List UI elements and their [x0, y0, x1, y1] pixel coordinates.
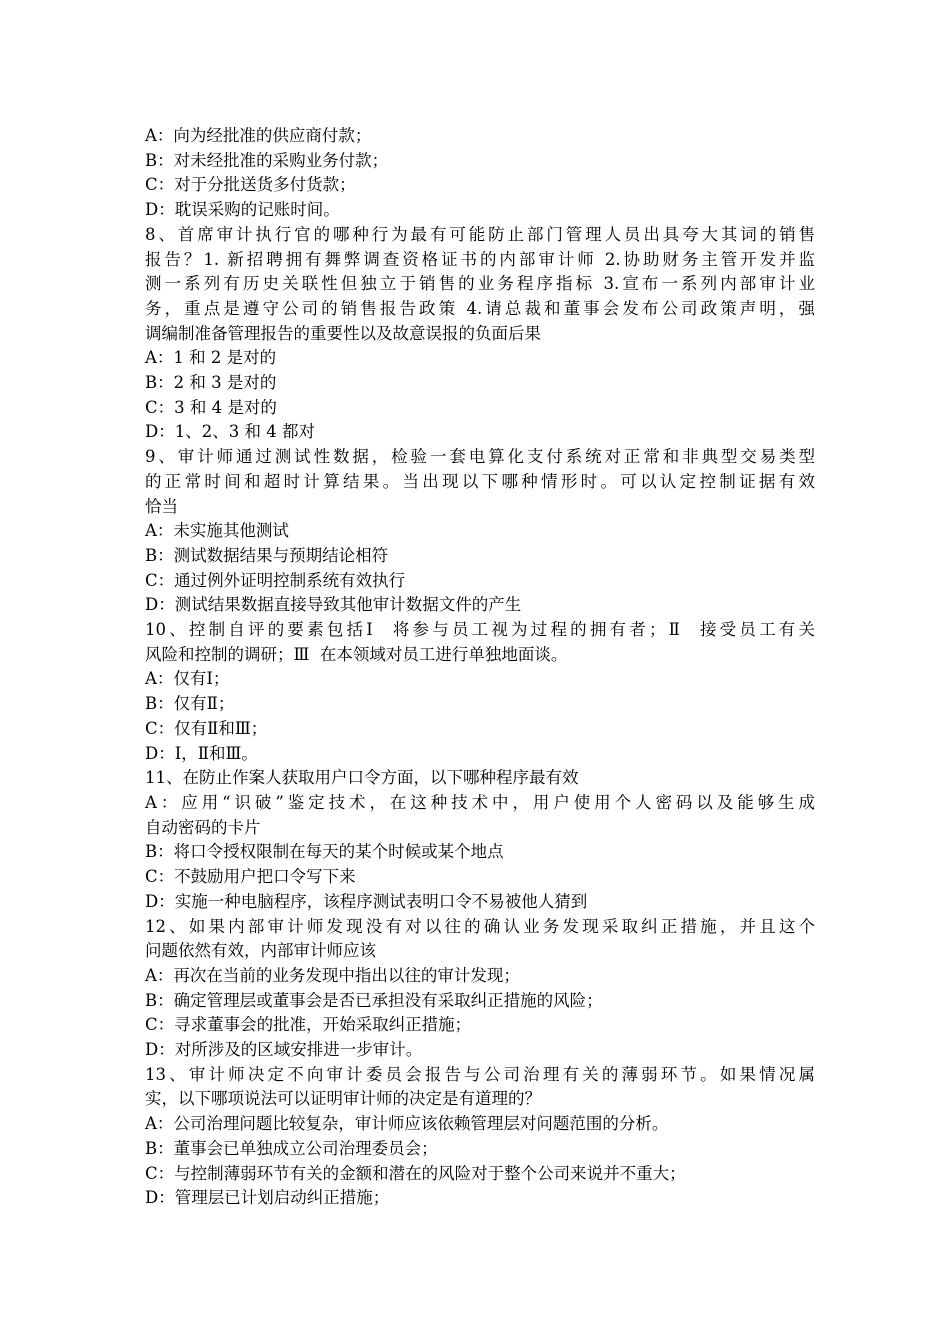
- q8-option-d: D：1、2、3 和 4 都对: [145, 422, 315, 442]
- q7-option-c: C：对于分批送货多付货款；: [145, 175, 356, 195]
- q7-option-b: B：对未经批准的采购业务付款；: [145, 150, 389, 170]
- q11-option-b: B：将口令授权限制在每天的某个时候或某个地点: [145, 842, 504, 862]
- q13-option-d: D：管理层已计划启动纠正措施；: [145, 1188, 390, 1208]
- q11-option-d: D：实施一种电脑程序，该程序测试表明口令不易被他人猜到: [145, 891, 588, 911]
- q13-stem-line: 13、审计师决定不向审计委员会报告与公司治理有关的薄弱环节。如果情况属: [145, 1064, 815, 1084]
- q12-stem-line: 问题依然有效，内部审计师应该: [145, 941, 376, 961]
- q8-stem-line: 报告？1. 新招聘拥有舞弊调查资格证书的内部审计师 2.协助财务主管开发并监: [145, 249, 815, 269]
- q11-option-c: C：不鼓励用户把口令写下来: [145, 867, 356, 887]
- question-11: [145, 766, 815, 914]
- q13-stem-line: 实，以下哪项说法可以证明审计师的决定是有道理的？: [145, 1089, 541, 1109]
- q9-option-c: C：通过例外证明控制系统有效执行: [145, 570, 406, 590]
- question-12: [145, 915, 815, 1063]
- q13-option-a: A：公司治理问题比较复杂，审计师应该依赖管理层对问题范围的分析。: [145, 1114, 669, 1134]
- q9-option-a: A：未实施其他测试: [145, 521, 289, 541]
- q12-option-b: B：确定管理层或董事会是否已承担没有采取纠正措施的风险；: [145, 990, 603, 1010]
- question-13: [145, 1063, 815, 1211]
- q9-stem-line: 9、审计师通过测试性数据，检验一套电算化支付系统对正常和非典型交易类型: [145, 447, 815, 467]
- q9-stem-line: 的正常时间和超时计算结果。当出现以下哪种情形时。可以认定控制证据有效: [145, 471, 815, 491]
- q9-option-b: B：测试数据结果与预期结论相符: [145, 545, 389, 565]
- q7-options: [145, 124, 815, 223]
- q8-stem-line: 测一系列有历史关联性但独立于销售的业务程序指标 3.宣布一系列内部审计业: [145, 274, 815, 294]
- q11-option-a: A：应用“识破”鉴定技术，在这种技术中，用户使用个人密码以及能够生成: [145, 792, 815, 812]
- q10-option-c: C：仅有Ⅱ和Ⅲ；: [145, 718, 268, 738]
- q8-option-c: C：3 和 4 是对的: [145, 397, 277, 417]
- q10-option-a: A：仅有Ⅰ；: [145, 669, 230, 689]
- q8-option-a: A：1 和 2 是对的: [145, 348, 277, 368]
- q8-option-b: B：2 和 3 是对的: [145, 373, 277, 393]
- q7-option-d: D：耽误采购的记账时间。: [145, 200, 340, 220]
- question-8: [145, 223, 815, 445]
- q13-option-c: C：与控制薄弱环节有关的金额和潜在的风险对于整个公司来说并不重大；: [145, 1163, 686, 1183]
- q9-stem-line: 恰当: [145, 496, 178, 516]
- q10-stem-line: 风险和控制的调研；Ⅲ 在本领域对员工进行单独地面谈。: [145, 644, 568, 664]
- document-page: [145, 124, 815, 1211]
- q10-option-d: D：Ⅰ，Ⅱ和Ⅲ。: [145, 743, 258, 763]
- q12-option-d: D：对所涉及的区域安排进一步审计。: [145, 1040, 423, 1060]
- q10-option-b: B：仅有Ⅱ；: [145, 694, 235, 714]
- q9-option-d: D：测试结果数据直接导致其他审计数据文件的产生: [145, 595, 522, 615]
- q11-option-a-cont: 自动密码的卡片: [145, 817, 261, 837]
- q11-stem-line: 11、在防止作案人获取用户口令方面，以下哪种程序最有效: [145, 768, 579, 788]
- q8-stem-line: 务，重点是遵守公司的销售报告政策 4.请总裁和董事会发布公司政策声明，强: [145, 298, 815, 318]
- q8-stem-line: 调编制准备管理报告的重要性以及故意误报的负面后果: [145, 323, 541, 343]
- q7-option-a: A：向为经批准的供应商付款；: [145, 126, 372, 145]
- q12-option-c: C：寻求董事会的批准，开始采取纠正措施；: [145, 1015, 472, 1035]
- q12-stem-line: 12、如果内部审计师发现没有对以往的确认业务发现采取纠正措施，并且这个: [145, 916, 815, 936]
- q12-option-a: A：再次在当前的业务发现中指出以往的审计发现；: [145, 965, 520, 985]
- q10-stem-line: 10、控制自评的要素包括Ⅰ 将参与员工视为过程的拥有者；Ⅱ 接受员工有关: [145, 620, 815, 640]
- question-9: [145, 445, 815, 618]
- question-10: [145, 618, 815, 766]
- q13-option-b: B：董事会已单独成立公司治理委员会；: [145, 1138, 438, 1158]
- q8-stem-line: 8、首席审计执行官的哪种行为最有可能防止部门管理人员出具夸大其词的销售: [145, 224, 815, 244]
